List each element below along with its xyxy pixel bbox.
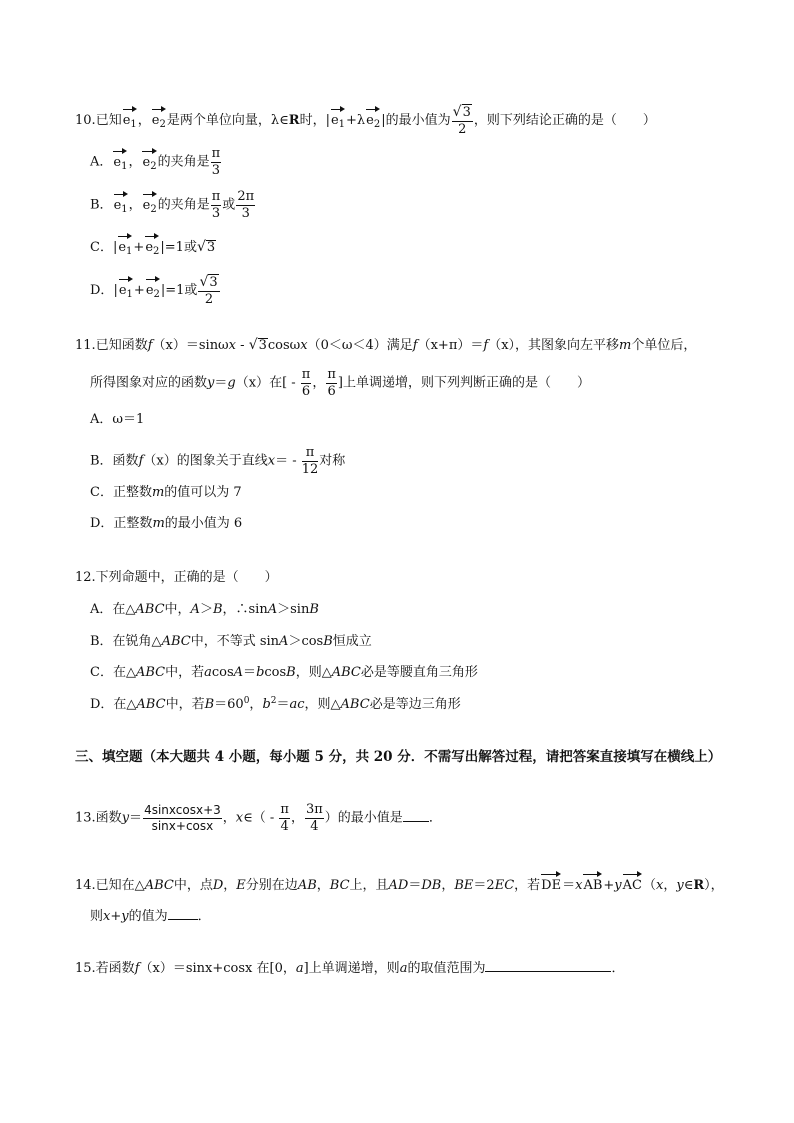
fraction-pi-over-4: $\frac{\pi}{4}$ xyxy=(280,802,289,834)
q11-stem-line1: 11.已知函数f（x）＝sinωx - √3cosωx（0＜ω＜4）满足f（x+π）＝f（x），其图象向左平移m个单位后， xyxy=(75,337,697,353)
vector-e1: $e_1$ xyxy=(118,234,132,257)
answer-blank[interactable] xyxy=(168,919,198,920)
q14-line2: 则x+y的值为 ． xyxy=(90,909,211,924)
q10-option-a: A．$e_1$，$e_2$的夹角是 $\frac{\pi}{3}$ xyxy=(90,146,221,178)
fraction-pi-over-6: $\frac{\pi}{6}$ xyxy=(301,367,311,399)
q12-option-c: C．在△ABC中，若acosA＝bcosB，则△ABC必是等腰直角三角形 xyxy=(90,665,478,680)
vector-e1: $e_1$ xyxy=(123,107,137,130)
fraction-pi-over-12: $\frac{\pi}{12}$ xyxy=(301,445,319,477)
q12-option-d: D．在△ABC中，若$B=60^0$，$b^2=ac$，则△ABC必是等边三角形 xyxy=(90,696,461,712)
fraction-2pi-over-3: $\frac{2\pi}{3}$ xyxy=(237,189,255,221)
q12-option-a: A．在△ABC中，A＞B，∴sinA＞sinB xyxy=(90,602,319,617)
q11-option-b: B．函数f（x）的图象关于直线x＝ - $\frac{\pi}{12}$ 对称 xyxy=(90,445,346,477)
q11-option-d: D．正整数m的最小值为 6 xyxy=(90,516,243,531)
fraction-pi-over-3: $\frac{\pi}{3}$ xyxy=(211,146,221,178)
vector-e2: $e_2$ xyxy=(146,277,160,300)
answer-blank[interactable] xyxy=(403,821,429,822)
fraction-pi-over-3: $\frac{\pi}{3}$ xyxy=(211,189,221,221)
fraction-pi-over-6: $\frac{\pi}{6}$ xyxy=(327,367,336,399)
vector-e2: $e_2$ xyxy=(145,234,159,257)
q11-stem-line2: 所得图象对应的函数y＝g（x）在[ - $\frac{\pi}{6}$ ， $\frac{\pi}{6}$ ]上单调递增，则下列判断正确的是（ ） xyxy=(90,367,590,399)
q10-option-d: D．$|e_1+e_2|=1$或 $\frac{√3}{2}$ xyxy=(90,274,218,307)
vector-e2: $e_2$ xyxy=(142,149,156,172)
q12-option-b: B．在锐角△ABC中，不等式 sinA＞cosB恒成立 xyxy=(90,634,372,649)
vector-e2: $e_2$ xyxy=(152,107,166,130)
fraction-sqrt3-over-2: $\frac{√3}{2}$ xyxy=(199,274,218,307)
q12-stem: 12.下列命题中，正确的是（ ） xyxy=(75,570,278,585)
vector-DE: DE xyxy=(541,872,561,892)
vector-e2: $e_2$ xyxy=(366,107,380,130)
vector-e2: $e_2$ xyxy=(143,192,157,215)
q13: 13.函数y＝ $\frac{\text{4sinxcosx+3}}{\sin x+\cos x}$ ，x∈（ - $\frac{\pi}{4}$ ， $\frac{3\pi}{4}$ ）的最小值是 ． xyxy=(75,802,442,834)
vector-e1: $e_1$ xyxy=(114,192,128,215)
vector-e1: $e_1$ xyxy=(119,277,133,300)
vector-e1: $e_1$ xyxy=(331,107,345,130)
answer-blank[interactable] xyxy=(485,971,611,972)
q14-line1: 14.已知在△ABC中，点D，E分别在边AB，BC上，且AD＝DB，BE＝2EC，若DE＝xAB+yAC（x，y∈R）， xyxy=(75,872,724,892)
q10-stem: 10.已知$e_1$，$e_2$是两个单位向量，λ∈R时，$|e_1+\lambda e_2|$的最小值为 $\frac{√3}{2}$ ，则下列结论正确的是（ ） xyxy=(75,104,656,137)
q10-option-c: C．$|e_1+e_2|=1$或√3 xyxy=(90,234,216,257)
fraction-3pi-over-4: $\frac{3\pi}{4}$ xyxy=(305,802,323,834)
vector-AC: AC xyxy=(623,872,642,892)
q11-option-a: A．ω＝1 xyxy=(90,412,145,427)
q11-option-c: C．正整数m的值可以为 7 xyxy=(90,485,242,500)
vector-e1: $e_1$ xyxy=(113,149,127,172)
fraction-expression: $\frac{\text{4sinxcosx+3}}{\sin x+\cos x}$ xyxy=(144,803,221,833)
q10-option-b: B．$e_1$，$e_2$的夹角是 $\frac{\pi}{3}$ 或 $\frac{2\pi}{3}$ xyxy=(90,189,255,221)
fraction-sqrt3-over-2: $\frac{√3}{2}$ xyxy=(452,104,471,137)
section-heading: 三、填空题（本大题共 4 小题，每小题 5 分，共 20 分．不需写出解答过程，请把答案直接填写在横线上） xyxy=(75,749,722,765)
vector-AB: AB xyxy=(583,872,602,892)
q15: 15.若函数f（x）＝sinx+cosx 在[0，a]上单调递增，则a的取值范围为 ． xyxy=(75,961,625,976)
